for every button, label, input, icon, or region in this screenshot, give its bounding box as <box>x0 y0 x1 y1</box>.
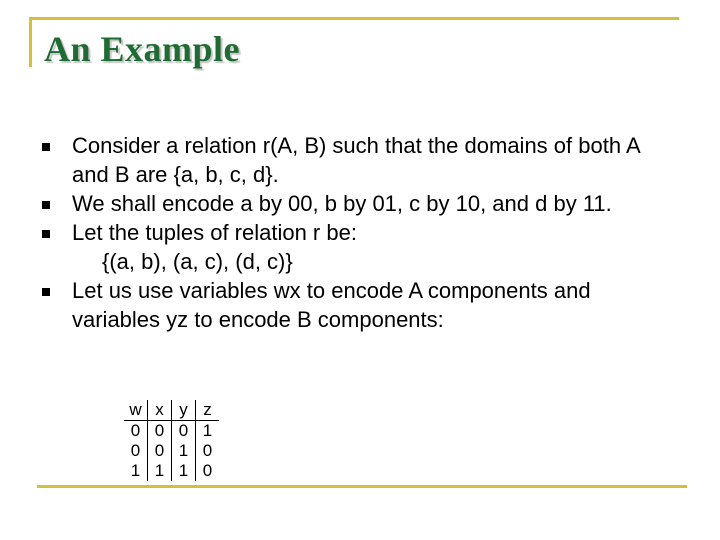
bullet-item <box>42 131 682 189</box>
table-cell: 1 <box>172 461 196 481</box>
column-header: z <box>196 400 220 421</box>
table-row <box>124 421 219 442</box>
table-cell: 0 <box>148 441 172 461</box>
encoding-table <box>124 400 219 481</box>
table-cell: 0 <box>202 461 213 480</box>
square-bullet-icon <box>42 288 50 296</box>
bullet-item <box>42 189 682 218</box>
tuple-set: {(a, b), (a, c), (d, c)} <box>102 249 293 274</box>
table-cell: 0 <box>172 421 196 442</box>
bullet-item <box>42 218 682 276</box>
table-cell: 1 <box>124 461 148 481</box>
frame-top-rule <box>29 17 679 20</box>
bullet-text: Consider a relation r(A, B) such that the domains of both A and B are {a, b, c, d}. <box>72 133 640 187</box>
table-cell: 0 <box>202 441 213 460</box>
column-header: y <box>172 400 196 421</box>
table-header-row <box>124 400 219 421</box>
square-bullet-icon <box>42 201 50 209</box>
column-header: x <box>148 400 172 421</box>
frame-bottom-rule <box>37 485 687 488</box>
table-cell: 0 <box>124 421 148 442</box>
table-cell: 0 <box>148 421 172 442</box>
table-cell: 1 <box>148 461 172 481</box>
table-cell: 1 <box>172 441 196 461</box>
table-cell: 0 <box>124 441 148 461</box>
bullet-list <box>42 131 682 334</box>
table-cell: 1 <box>202 421 213 440</box>
bullet-text: We shall encode a by 00, b by 01, c by 10, and d by 11. <box>72 191 612 216</box>
square-bullet-icon <box>42 143 50 151</box>
table-row <box>124 461 219 481</box>
slide-title: An Example <box>44 29 241 69</box>
table-row <box>124 441 219 461</box>
column-header: w <box>124 400 148 421</box>
bullet-text: Let us use variables wx to encode A components and variables yz to encode B components: <box>72 278 591 332</box>
bullet-item <box>42 276 682 334</box>
frame-left-rule <box>29 17 32 67</box>
square-bullet-icon <box>42 230 50 238</box>
bullet-text: Let the tuples of relation r be: <box>72 220 357 245</box>
